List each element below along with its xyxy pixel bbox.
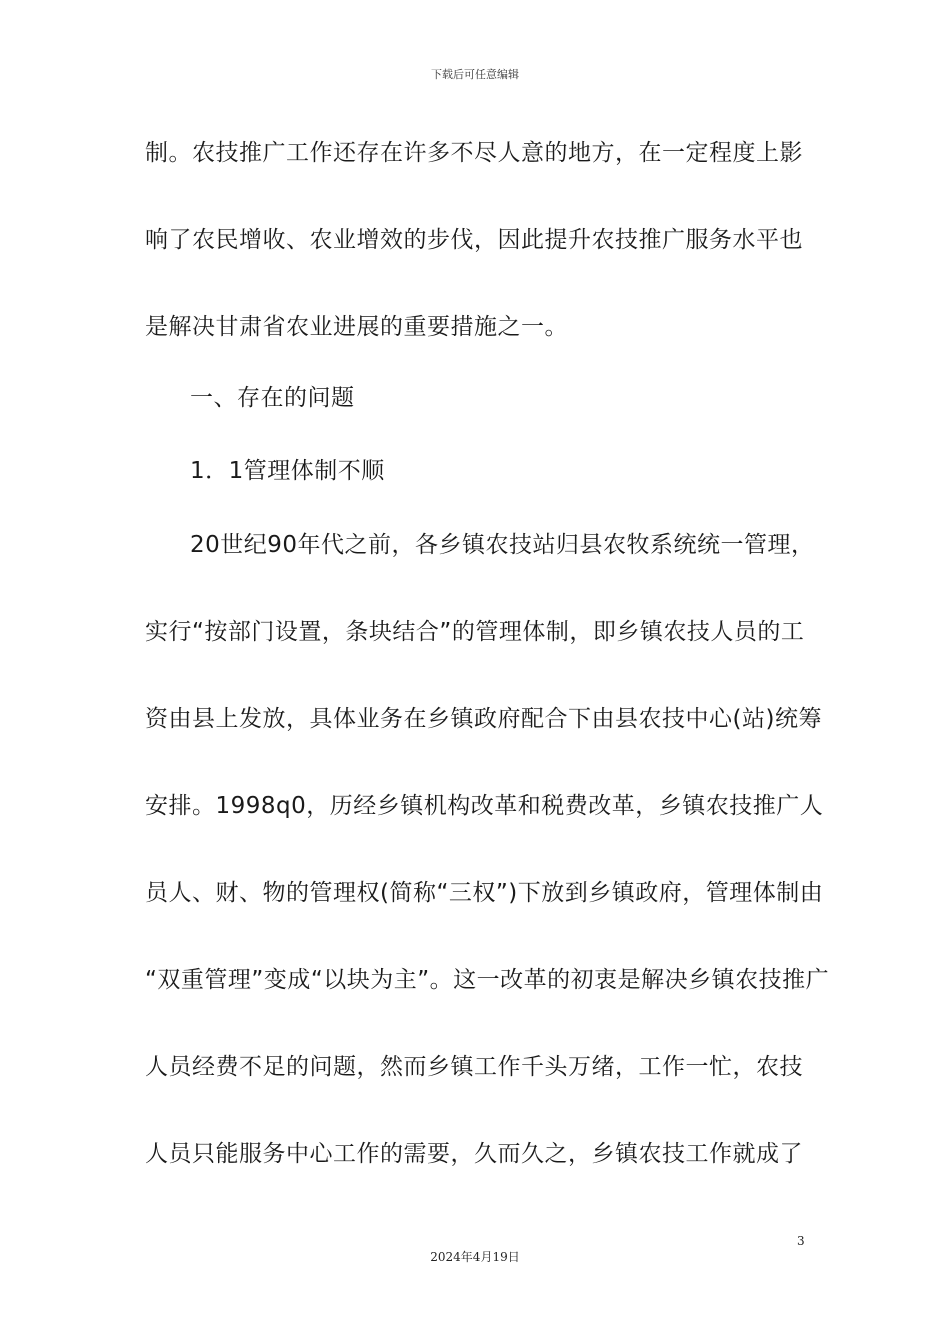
body-line: 资由县上发放，具体业务在乡镇政府配合下由县农技中心(站)统筹 [145,706,822,732]
body-line: 制。农技推广工作还存在许多不尽人意的地方，在一定程度上影 [145,140,803,166]
header-note: 下载后可任意编辑 [431,68,519,81]
section-heading: 一、存在的问题 [190,385,355,411]
body-line: “双重管理”变成“以块为主”。这一改革的初衷是解决乡镇农技推广 [145,967,830,993]
page-number: 3 [797,1234,805,1248]
body-line: 人员只能服务中心工作的需要，久而久之，乡镇农技工作就成了 [145,1141,803,1167]
body-line: 员人、财、物的管理权(简称“三权”)下放到乡镇政府，管理体制由 [145,880,824,906]
body-line: 实行“按部门设置，条块结合”的管理体制，即乡镇农技人员的工 [145,619,805,645]
body-line: 20世纪90年代之前，各乡镇农技站归县农牧系统统一管理， [190,532,815,558]
subsection-heading: 1．1管理体制不顺 [190,458,385,484]
body-line: 人员经费不足的问题，然而乡镇工作千头万绪，工作一忙，农技 [145,1054,803,1080]
body-line: 响了农民增收、农业增效的步伐，因此提升农技推广服务水平也 [145,227,803,253]
body-line: 安排。1998q0，历经乡镇机构改革和税费改革，乡镇农技推广人 [145,793,824,819]
body-line: 是解决甘肃省农业进展的重要措施之一。 [145,314,568,340]
footer-date: 2024年4月19日 [430,1250,520,1264]
